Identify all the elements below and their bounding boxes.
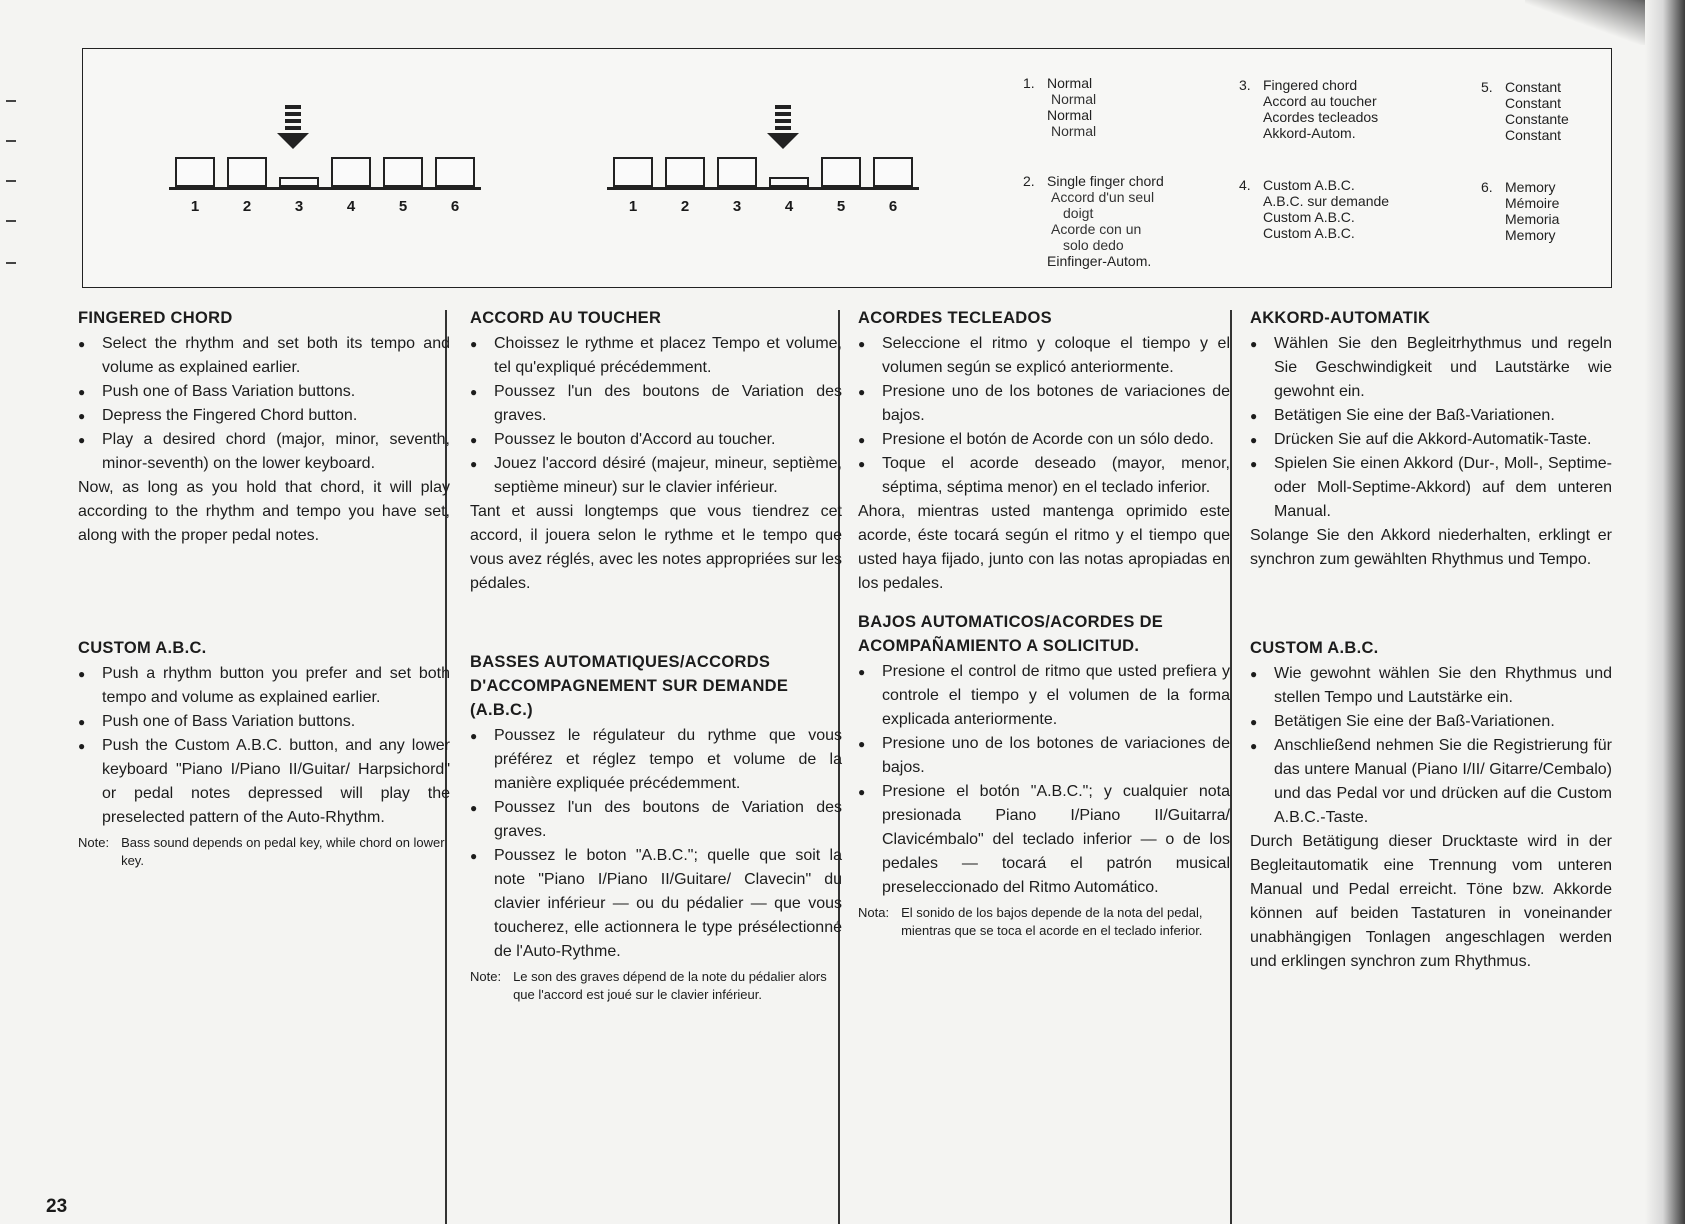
margin-tick (6, 140, 16, 142)
list-item: ● Poussez le bouton d'Accord au toucher. (470, 428, 842, 452)
legend-line: Single finger chord (1047, 173, 1164, 189)
section-heading: ACCORD AU TOUCHER (470, 309, 662, 327)
legend-number: 6. (1481, 179, 1493, 195)
legend-line: Einfinger-Autom. (1047, 253, 1152, 269)
list-item: ● Spielen Sie einen Akkord (Dur-, Moll-, Septime- oder Moll-Septime-Akkord) auf dem unteren Manual. (1250, 452, 1612, 524)
legend-item-3 (1239, 77, 1379, 141)
legend-line: Memory (1505, 179, 1556, 195)
legend-line: Normal (1047, 107, 1093, 123)
steps-list (858, 332, 1230, 500)
abc-button-1 (613, 157, 653, 187)
legend-number: 4. (1239, 177, 1251, 193)
paragraph: Ahora, mientras usted mantenga oprimido este acorde, éste tocará según el ritmo y el tiempo que usted haya fijado, junto con las notas apropiadas en los pedales. (858, 503, 1230, 592)
legend-line: Fingered chord (1263, 77, 1358, 93)
list-item: ● Wie gewohnt wählen Sie den Rhythmus und stellen Tempo und Lautstärke ein. (1250, 662, 1612, 710)
steps-list (470, 724, 842, 964)
press-arrow-icon (273, 105, 313, 155)
abc-button-2 (665, 157, 705, 187)
steps-list (858, 660, 1230, 900)
legend-line: Memory (1505, 227, 1556, 243)
legend-line: Accord au toucher (1263, 93, 1377, 109)
note-text: Bass sound depends on pedal key, while chord on lower key. (121, 835, 445, 868)
abc-button-6 (873, 157, 913, 187)
abc-button-4 (769, 177, 809, 187)
legend-line: Custom A.B.C. (1263, 225, 1355, 241)
list-item: ● Play a desired chord (major, minor, seventh, minor-seventh) on the lower keyboard. (78, 428, 450, 476)
legend-line: Normal (1047, 75, 1093, 91)
section-heading: FINGERED CHORD (78, 309, 233, 327)
legend-line: Acorde con un (1051, 221, 1142, 237)
rhythm-button-3 (279, 177, 319, 187)
rhythm-button-1 (175, 157, 215, 187)
steps-list (1250, 332, 1612, 524)
rhythm-button-2 (227, 157, 267, 187)
list-item: ● Seleccione el ritmo y coloque el tiempo y el volumen según se explicó anteriormente. (858, 332, 1230, 380)
button-number: 2 (680, 198, 690, 215)
legend-line: Constant (1505, 127, 1562, 143)
button-number: 5 (836, 198, 846, 215)
list-item: ● Presione el control de ritmo que usted prefiera y controle el tiempo y el volumen de la forma explicada anteriormente. (858, 660, 1230, 732)
note-text: Le son des graves dépend de la note du pédalier alors que l'accord est joué sur le clavier inférieur. (513, 969, 827, 1002)
page-edge-shadow (1645, 0, 1685, 1224)
list-item: ● Poussez le boton "A.B.C."; quelle que soit la note "Piano I/Piano II/Guitare/ Clavecin" du clavier inférieur — ou du pédalier — que vous toucherez, elle actionnera le type présélectionné de l'Auto-Rythme. (470, 844, 842, 964)
page-number: 23 (46, 1196, 68, 1217)
note-label: Nota: (858, 905, 890, 920)
legend-line: Custom A.B.C. (1263, 177, 1355, 193)
column-english (78, 306, 450, 870)
paragraph: Solange Sie den Akkord niederhalten, erklingt er synchron zum gewählten Rhythmus und Tempo. (1250, 527, 1612, 568)
list-item: ● Wählen Sie den Begleitrhythmus und regeln Sie Geschwindigkeit und Lautstärke wie gewohnt ein. (1250, 332, 1612, 404)
note (78, 834, 450, 870)
list-item: ● Push a rhythm button you prefer and set both tempo and volume as explained earlier. (78, 662, 450, 710)
legend-line: solo dedo (1063, 237, 1124, 253)
legend-line: Custom A.B.C. (1263, 209, 1355, 225)
list-item: ● Poussez le régulateur du rythme que vous préférez et réglez tempo et volume de la manière expliquée précédemment. (470, 724, 842, 796)
legend-line: Constant (1505, 79, 1562, 95)
column-divider (1230, 310, 1232, 1224)
press-arrow-icon (763, 105, 803, 155)
legend-line: Constante (1505, 111, 1569, 127)
list-item: ● Push the Custom A.B.C. button, and any lower keyboard "Piano I/Piano II/Guitar/ Harpsichord" or pedal notes depressed will play the preselected pattern of the Auto-Rhythm. (78, 734, 450, 830)
button-number: 3 (294, 198, 304, 215)
button-number: 1 (628, 198, 638, 215)
list-item: ● Drücken Sie auf die Akkord-Automatik-Taste. (1250, 428, 1612, 452)
rhythm-button-5 (383, 157, 423, 187)
legend-item-4 (1239, 177, 1390, 241)
rhythm-button-4 (331, 157, 371, 187)
steps-list (78, 332, 450, 476)
list-item: ● Poussez l'un des boutons de Variation des graves. (470, 796, 842, 844)
margin-tick (6, 180, 16, 182)
legend-line: A.B.C. sur demande (1263, 193, 1390, 209)
note (470, 968, 842, 1004)
list-item: ● Presione uno de los botones de variaciones de bajos. (858, 732, 1230, 780)
list-item: ● Toque el acorde deseado (mayor, menor, séptima, séptima menor) en el teclado inferior. (858, 452, 1230, 500)
legend-number: 1. (1023, 75, 1035, 91)
list-item: ● Anschließend nehmen Sie die Registrierung für das untere Manual (Piano I/II/ Gitarre/Cembalo) und das Pedal vor und drücken auf die Custom A.B.C.-Taste. (1250, 734, 1612, 830)
section-heading: CUSTOM A.B.C. (1250, 639, 1379, 657)
section-heading: CUSTOM A.B.C. (78, 639, 207, 657)
list-item: ● Poussez l'un des boutons de Variation des graves. (470, 380, 842, 428)
legend-line: Memoria (1505, 211, 1560, 227)
section-heading: ACORDES TECLEADOS (858, 309, 1052, 327)
button-number: 4 (784, 198, 794, 215)
section-heading: AKKORD-AUTOMATIK (1250, 309, 1431, 327)
steps-list (78, 662, 450, 830)
paragraph: Durch Betätigung dieser Drucktaste wird in der Begleitautomatik eine Trennung vom unteren Manual und Pedal erreicht. Töne bzw. Akkorde können auf beiden Tastaturen in voneinander unabhängigen Tonlagen angeschlagen werden und erklingen synchron zum Rhythmus. (1250, 833, 1612, 970)
legend-line: doigt (1063, 205, 1094, 221)
legend-line: Acordes tecleados (1263, 109, 1379, 125)
diagram-frame (82, 48, 1612, 288)
column-german (1250, 306, 1612, 974)
abc-button-3 (717, 157, 757, 187)
legend-line: Mémoire (1505, 195, 1560, 211)
legend-line: Normal (1051, 123, 1097, 139)
column-spanish (858, 306, 1230, 940)
legend-item-1 (1023, 75, 1097, 139)
button-number: 6 (888, 198, 898, 215)
button-number: 6 (450, 198, 460, 215)
note (858, 904, 1230, 940)
button-diagram-right (607, 151, 919, 215)
list-item: ● Presione el botón "A.B.C."; y cualquier nota presionada Piano I/Piano II/Guitarra/ Clavicémbalo" del teclado inferior — o de los pedales — tocará el patrón musical preseleccionado del Ritmo Automático. (858, 780, 1230, 900)
margin-tick (6, 220, 16, 222)
legend-line: Constant (1505, 95, 1562, 111)
list-item: ● Choissez le rythme et placez Tempo et volume, tel qu'expliqué précédemment. (470, 332, 842, 380)
legend-line: Accord d'un seul (1051, 189, 1155, 205)
legend-item-6 (1481, 179, 1560, 243)
note-label: Note: (470, 969, 502, 984)
button-diagram-left (169, 151, 481, 215)
section-heading: BAJOS AUTOMATICOS/ACORDES DE ACOMPAÑAMIENTO A SOLICITUD. (858, 613, 1164, 655)
margin-tick (6, 100, 16, 102)
legend-line: Akkord-Autom. (1263, 125, 1356, 141)
column-french (470, 306, 842, 1004)
list-item: ● Presione el botón de Acorde con un sólo dedo. (858, 428, 1230, 452)
list-item: ● Push one of Bass Variation buttons. (78, 380, 450, 404)
list-item: ● Depress the Fingered Chord button. (78, 404, 450, 428)
legend-line: Normal (1051, 91, 1097, 107)
abc-button-5 (821, 157, 861, 187)
legend-item-5 (1481, 79, 1569, 143)
steps-list (470, 332, 842, 500)
list-item: ● Push one of Bass Variation buttons. (78, 710, 450, 734)
list-item: ● Presione uno de los botones de variaciones de bajos. (858, 380, 1230, 428)
legend-number: 3. (1239, 77, 1251, 93)
button-number: 5 (398, 198, 408, 215)
note-label: Note: (78, 835, 110, 850)
paragraph: Tant et aussi longtemps que vous tiendrez cet accord, il jouera selon le rythme et le tempo que vous avez réglés, avec les notes appropriées sur les pédales. (470, 503, 842, 592)
list-item: ● Betätigen Sie eine der Baß-Variationen. (1250, 710, 1612, 734)
list-item: ● Select the rhythm and set both its tempo and volume as explained earlier. (78, 332, 450, 380)
steps-list (1250, 662, 1612, 830)
list-item: ● Jouez l'accord désiré (majeur, mineur, septième, septième mineur) sur le clavier inférieur. (470, 452, 842, 500)
legend-item-2 (1023, 173, 1164, 269)
button-number: 3 (732, 198, 742, 215)
note-text: El sonido de los bajos depende de la nota del pedal, mientras que se toca el acorde en el teclado inferior. (901, 905, 1203, 938)
legend-number: 5. (1481, 79, 1493, 95)
legend-number: 2. (1023, 173, 1035, 189)
section-heading: BASSES AUTOMATIQUES/ACCORDS D'ACCOMPAGNEMENT SUR DEMANDE (A.B.C.) (470, 653, 789, 719)
rhythm-button-6 (435, 157, 475, 187)
list-item: ● Betätigen Sie eine der Baß-Variationen. (1250, 404, 1612, 428)
button-number: 2 (242, 198, 252, 215)
button-number: 1 (190, 198, 200, 215)
margin-tick (6, 262, 16, 264)
button-number: 4 (346, 198, 356, 215)
paragraph: Now, as long as you hold that chord, it will play according to the rhythm and tempo you have set, along with the proper pedal notes. (78, 479, 450, 544)
